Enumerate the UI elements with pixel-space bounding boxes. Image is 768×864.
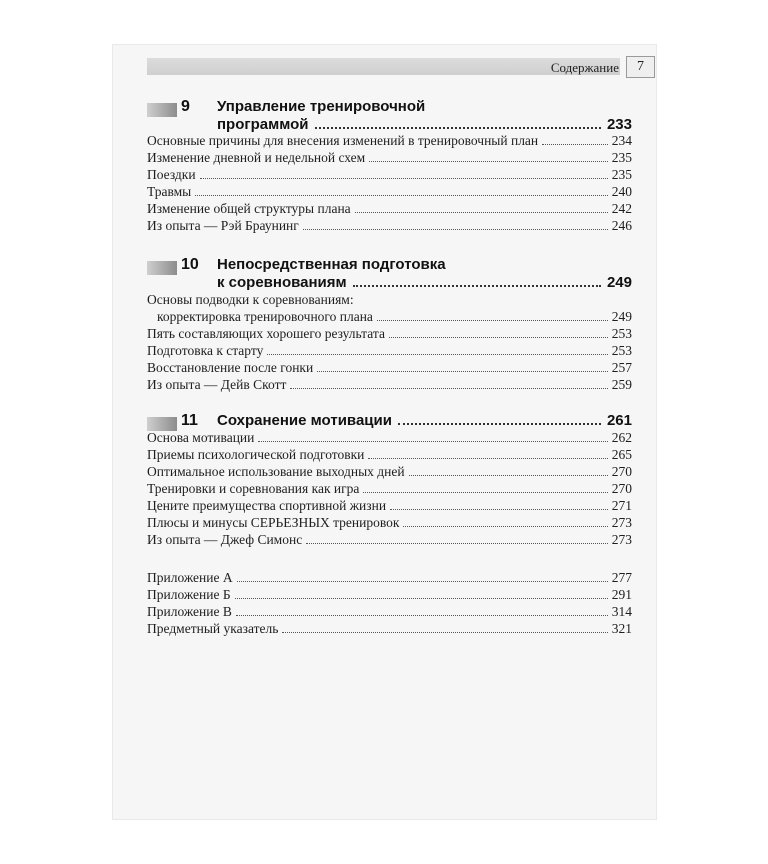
chapter-entries-10 [147, 292, 632, 394]
chapter-page: 233 [606, 116, 632, 133]
toc-entry[interactable]: Поездки 235 [147, 167, 632, 182]
toc-entry[interactable]: корректировка тренировочного плана 249 [157, 309, 632, 324]
chapter-page: 249 [606, 274, 632, 291]
toc-entry[interactable]: Основные причины для внесения изменений в тренировочный план 234 [147, 133, 632, 148]
toc-entry[interactable]: Основа мотивации 262 [147, 430, 632, 445]
toc-entry[interactable]: Из опыта — Дейв Скотт 259 [147, 377, 632, 392]
toc-entry[interactable]: Изменение общей структуры плана 242 [147, 201, 632, 216]
chapter-entries-11 [147, 430, 632, 549]
chapter-marker [147, 103, 177, 117]
toc-entry[interactable]: Из опыта — Рэй Браунинг 246 [147, 218, 632, 233]
toc-entry[interactable]: Тренировки и соревнования как игра 270 [147, 481, 632, 496]
chapter-title: Непосредственная подготовка к соревнованиям 249 [217, 256, 632, 291]
toc-entry[interactable]: Подготовка к старту 253 [147, 343, 632, 358]
toc-entry[interactable]: Плюсы и минусы СЕРЬЕЗНЫХ тренировок 273 [147, 515, 632, 530]
chapter-marker [147, 417, 177, 431]
toc-entry[interactable]: Травмы 240 [147, 184, 632, 199]
toc-entry[interactable]: Из опыта — Джеф Симонс 273 [147, 532, 632, 547]
chapter-title: Сохранение мотивации 261 [217, 412, 632, 429]
running-header: Содержание [550, 60, 619, 75]
chapter-number: 10 [181, 256, 199, 273]
chapter-number: 11 [181, 412, 198, 429]
chapter-number: 9 [181, 98, 190, 115]
appendix-entry[interactable]: Приложение А 277 [147, 570, 632, 585]
toc-entry[interactable]: Пять составляющих хорошего результата 253 [147, 326, 632, 341]
appendix-entry[interactable]: Приложение Б 291 [147, 587, 632, 602]
toc-entry[interactable]: Основы подводки к соревнованиям: [147, 292, 354, 307]
page-number: 7 [626, 56, 655, 78]
appendix-list [147, 570, 632, 638]
chapter-entries-9 [147, 133, 632, 235]
chapter-title: Управление тренировочной программой 233 [217, 98, 632, 133]
toc-entry[interactable]: Восстановление после гонки 257 [147, 360, 632, 375]
index-entry[interactable]: Предметный указатель 321 [147, 621, 632, 636]
toc-entry[interactable]: Оптимальное использование выходных дней 270 [147, 464, 632, 479]
toc-entry[interactable]: Изменение дневной и недельной схем 235 [147, 150, 632, 165]
header-band [147, 58, 620, 75]
appendix-entry[interactable]: Приложение В 314 [147, 604, 632, 619]
toc-entry[interactable]: Цените преимущества спортивной жизни 271 [147, 498, 632, 513]
chapter-page: 261 [606, 412, 632, 429]
chapter-marker [147, 261, 177, 275]
toc-entry[interactable]: Приемы психологической подготовки 265 [147, 447, 632, 462]
